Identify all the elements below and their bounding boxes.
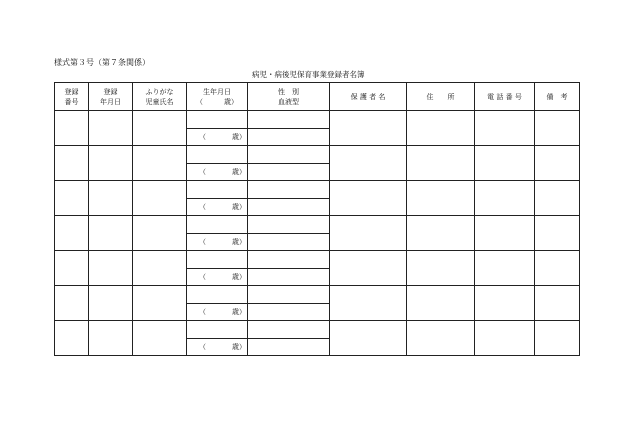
cell-address[interactable] bbox=[407, 181, 475, 216]
cell-gender[interactable] bbox=[248, 111, 330, 129]
cell-blood-type[interactable] bbox=[248, 128, 330, 146]
cell-reg-number[interactable] bbox=[55, 321, 89, 356]
header-reg-date-line2: 年月日 bbox=[100, 97, 121, 106]
entry-row-top bbox=[55, 321, 580, 339]
cell-gender[interactable] bbox=[248, 181, 330, 199]
cell-birthdate[interactable] bbox=[187, 146, 248, 164]
register-table bbox=[54, 82, 580, 356]
cell-blood-type[interactable] bbox=[248, 163, 330, 181]
cell-guardian[interactable] bbox=[330, 146, 407, 181]
cell-age[interactable] bbox=[187, 128, 248, 146]
age-close-label: 歳） bbox=[232, 202, 246, 211]
header-notes-label: 備 考 bbox=[546, 92, 568, 101]
entry-row-top bbox=[55, 216, 580, 234]
cell-age[interactable] bbox=[187, 303, 248, 321]
cell-guardian[interactable] bbox=[330, 321, 407, 356]
age-close-label: 歳） bbox=[232, 237, 246, 246]
cell-reg-date[interactable] bbox=[89, 321, 133, 356]
cell-notes[interactable] bbox=[535, 321, 580, 356]
cell-child-name[interactable] bbox=[133, 216, 187, 251]
cell-notes[interactable] bbox=[535, 146, 580, 181]
cell-age[interactable] bbox=[187, 338, 248, 356]
age-close-label: 歳） bbox=[232, 167, 246, 176]
cell-birthdate[interactable] bbox=[187, 181, 248, 199]
cell-gender[interactable] bbox=[248, 251, 330, 269]
entry-row-top bbox=[55, 251, 580, 269]
cell-birthdate[interactable] bbox=[187, 251, 248, 269]
cell-gender[interactable] bbox=[248, 286, 330, 304]
cell-address[interactable] bbox=[407, 251, 475, 286]
cell-guardian[interactable] bbox=[330, 181, 407, 216]
cell-notes[interactable] bbox=[535, 251, 580, 286]
cell-reg-date[interactable] bbox=[89, 286, 133, 321]
cell-address[interactable] bbox=[407, 286, 475, 321]
header-reg-date bbox=[89, 83, 133, 111]
header-gender: 性 別 bbox=[278, 87, 299, 96]
cell-age[interactable] bbox=[187, 163, 248, 181]
header-reg-number bbox=[55, 83, 89, 111]
cell-age[interactable] bbox=[187, 233, 248, 251]
header-reg-number-line2: 番号 bbox=[64, 97, 79, 106]
cell-gender[interactable] bbox=[248, 216, 330, 234]
header-reg-number-line1: 登録 bbox=[64, 87, 79, 96]
cell-blood-type[interactable] bbox=[248, 268, 330, 286]
cell-blood-type[interactable] bbox=[248, 338, 330, 356]
register-body bbox=[55, 111, 580, 356]
cell-guardian[interactable] bbox=[330, 111, 407, 146]
cell-reg-date[interactable] bbox=[89, 251, 133, 286]
cell-phone[interactable] bbox=[475, 111, 535, 146]
cell-child-name[interactable] bbox=[133, 251, 187, 286]
header-birthdate bbox=[187, 83, 248, 111]
cell-notes[interactable] bbox=[535, 181, 580, 216]
cell-age[interactable] bbox=[187, 198, 248, 216]
header-gender-blood bbox=[248, 83, 330, 111]
cell-phone[interactable] bbox=[475, 181, 535, 216]
header-birthdate-label: 生年月日 bbox=[203, 87, 231, 96]
age-open-paren: （ bbox=[199, 167, 206, 176]
cell-child-name[interactable] bbox=[133, 286, 187, 321]
cell-notes[interactable] bbox=[535, 216, 580, 251]
cell-phone[interactable] bbox=[475, 251, 535, 286]
header-child-name: 児童氏名 bbox=[145, 97, 174, 106]
entry-row-top bbox=[55, 146, 580, 164]
header-age: （ 歳） bbox=[196, 97, 238, 106]
cell-phone[interactable] bbox=[475, 146, 535, 181]
entry-row-top bbox=[55, 181, 580, 199]
cell-blood-type[interactable] bbox=[248, 233, 330, 251]
header-phone bbox=[475, 83, 535, 111]
header-row bbox=[55, 83, 580, 111]
cell-phone[interactable] bbox=[475, 286, 535, 321]
cell-reg-number[interactable] bbox=[55, 111, 89, 146]
age-close-label: 歳） bbox=[232, 272, 246, 281]
cell-child-name[interactable] bbox=[133, 111, 187, 146]
entry-row-top bbox=[55, 111, 580, 129]
header-name bbox=[133, 83, 187, 111]
cell-reg-date[interactable] bbox=[89, 181, 133, 216]
header-address bbox=[407, 83, 475, 111]
age-close-label: 歳） bbox=[232, 132, 246, 141]
age-open-paren: （ bbox=[199, 237, 206, 246]
age-open-paren: （ bbox=[199, 202, 206, 211]
cell-birthdate[interactable] bbox=[187, 111, 248, 129]
cell-address[interactable] bbox=[407, 111, 475, 146]
cell-reg-date[interactable] bbox=[89, 216, 133, 251]
register-title: 病児・病後児保育事業登録者名簿 bbox=[252, 70, 365, 79]
cell-phone[interactable] bbox=[475, 321, 535, 356]
cell-child-name[interactable] bbox=[133, 146, 187, 181]
form-number: 様式第３号（第７条関係） bbox=[54, 58, 150, 67]
cell-reg-number[interactable] bbox=[55, 181, 89, 216]
age-close-label: 歳） bbox=[232, 342, 246, 351]
cell-address[interactable] bbox=[407, 321, 475, 356]
age-open-paren: （ bbox=[199, 132, 206, 141]
cell-guardian[interactable] bbox=[330, 251, 407, 286]
header-furigana: ふりがな bbox=[145, 87, 174, 96]
cell-reg-number[interactable] bbox=[55, 286, 89, 321]
cell-age[interactable] bbox=[187, 268, 248, 286]
cell-birthdate[interactable] bbox=[187, 216, 248, 234]
cell-blood-type[interactable] bbox=[248, 198, 330, 216]
header-blood-type: 血液型 bbox=[278, 97, 299, 106]
age-open-paren: （ bbox=[199, 272, 206, 281]
cell-phone[interactable] bbox=[475, 216, 535, 251]
header-phone-label: 電 話 番 号 bbox=[487, 92, 522, 101]
header-guardian bbox=[330, 83, 407, 111]
age-close-label: 歳） bbox=[232, 307, 246, 316]
cell-reg-number[interactable] bbox=[55, 146, 89, 181]
cell-reg-date[interactable] bbox=[89, 146, 133, 181]
cell-gender[interactable] bbox=[248, 321, 330, 339]
entry-row-top bbox=[55, 286, 580, 304]
cell-notes[interactable] bbox=[535, 111, 580, 146]
cell-gender[interactable] bbox=[248, 146, 330, 164]
cell-guardian[interactable] bbox=[330, 286, 407, 321]
header-reg-date-line1: 登録 bbox=[103, 87, 118, 96]
cell-reg-number[interactable] bbox=[55, 216, 89, 251]
cell-birthdate[interactable] bbox=[187, 286, 248, 304]
header-address-label: 住 所 bbox=[426, 92, 455, 101]
age-open-paren: （ bbox=[199, 307, 206, 316]
age-open-paren: （ bbox=[199, 342, 206, 351]
cell-child-name[interactable] bbox=[133, 321, 187, 356]
cell-address[interactable] bbox=[407, 146, 475, 181]
cell-reg-number[interactable] bbox=[55, 251, 89, 286]
cell-child-name[interactable] bbox=[133, 181, 187, 216]
cell-blood-type[interactable] bbox=[248, 303, 330, 321]
cell-birthdate[interactable] bbox=[187, 321, 248, 339]
cell-address[interactable] bbox=[407, 216, 475, 251]
header-notes bbox=[535, 83, 580, 111]
cell-guardian[interactable] bbox=[330, 216, 407, 251]
header-guardian-label: 保 護 者 名 bbox=[350, 92, 386, 101]
cell-notes[interactable] bbox=[535, 286, 580, 321]
cell-reg-date[interactable] bbox=[89, 111, 133, 146]
